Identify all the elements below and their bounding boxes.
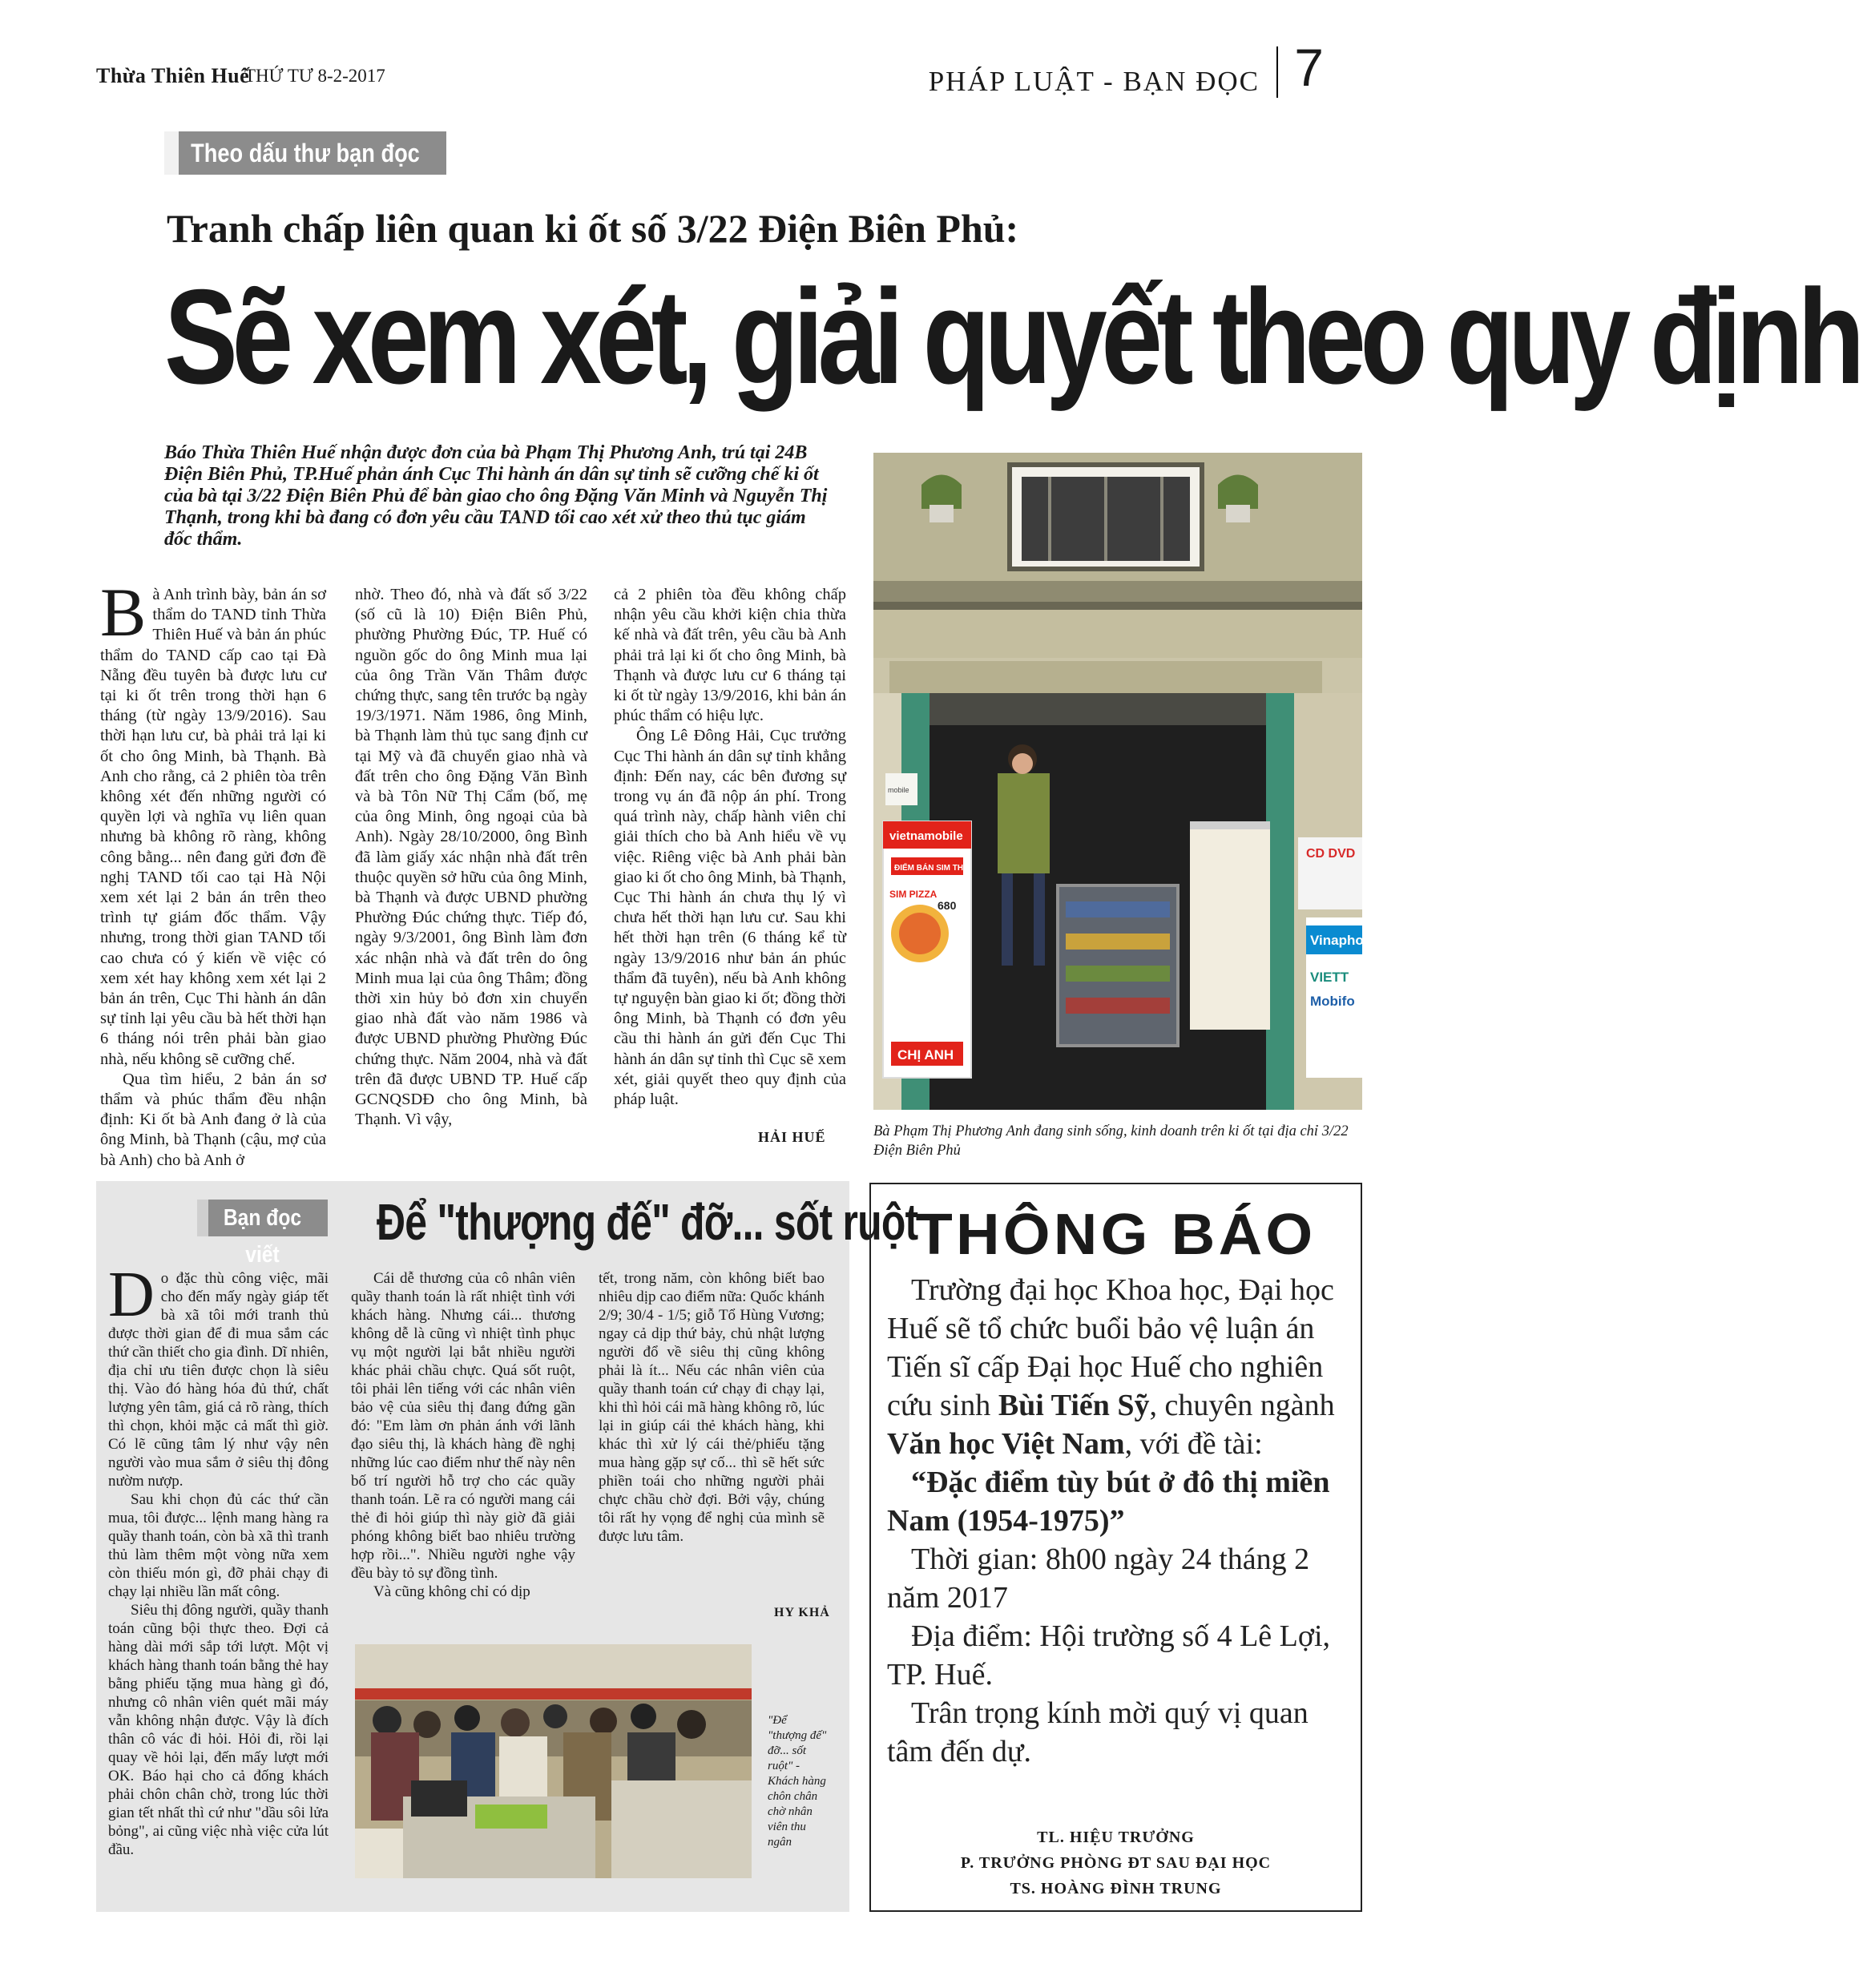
article-lead: Báo Thừa Thiên Huế nhận được đơn của bà Phạm Thị Phương Anh, trú tại 24B Điện Biên Phủ, TP.Huế phản ánh Cục Thi hành án dân sự tỉnh sẽ cưỡng chế ki ốt của bà tại 3/22 Điện Biên Phủ để bàn giao cho ông Đặng Văn Minh và Nguyễn Thị Thạnh, trong khi bà đang có đơn yêu cầu TAND tối cao xét xử theo thủ tục giám đốc thẩm. [164, 442, 828, 550]
reader-paragraph [108, 1260, 329, 1490]
reader-headline: Để "thượng đế" đỡ... sốt ruột [377, 1193, 918, 1251]
article-byline: HẢI HUẾ [758, 1129, 826, 1145]
article-paragraph: Ông Lê Đông Hải, Cục trưởng Cục Thi hành án dân sự tỉnh khẳng định: Đến nay, các bên đương sự trong vụ án đã nộp án phí. Trong quá trình này, chấp hành viên chỉ giải thích cho bà Anh hiểu về vụ việc. Riêng việc bà Anh phải bàn giao ki ốt cho ông Minh, bà Thạnh, Cục Thi hành án chưa thụ lý vì chưa hết thời hạn lưu cư. Sau khi hết thời hạn trên (6 tháng kể từ ngày 13/9/2016 như bản án phúc thẩm đã tuyên), nếu bà Anh không tự nguyện bàn giao ki ốt; đồng thời ông Minh, bà Thạnh có đơn yêu cầu thi hành án gửi đến Cục Thi hành án dân sự tỉnh thì Cục sẽ xem xét, giải quyết theo quy định của pháp luật. [614, 727, 846, 1109]
major-name: Văn học Việt Nam [887, 1427, 1125, 1461]
article-paragraph: cả 2 phiên tòa đều không chấp nhận yêu cầu khởi kiện chia thừa kế nhà và đất trên, yêu cầu bà Anh phải trả lại ki ốt cho ông Minh, bà Thạnh và được lưu cư 6 tháng tại ki ốt từ ngày 13/9/2016, khi bản án phúc thẩm có hiệu lực. [614, 586, 846, 725]
article-headline: Sẽ xem xét, giải quyết theo quy định [164, 261, 1859, 412]
reader-paragraph: tết, trong năm, còn không biết bao nhiêu dịp cao điểm nữa: Quốc khánh 2/9; 30/4 - 1/5; giỗ Tổ Hùng Vương; ngay cả dịp thứ bảy, chủ nhật lượng người đổ về siêu thị cũng không phải là ít... Nếu các nhân viên của quầy thanh toán cứ chạy đi chạy lại, khi thì hỏi cái mã hàng không rõ, lúc lại in giúp cái thẻ khách hàng, khi khác thì xử lý cái thẻ/phiếu tặng mua hàng gặp sự cố... thì sẽ hết sức phiền toái cho những người phải chực chầu chờ đợi. Bởi vậy, chúng tôi rất hy vọng để nghị của mình sẽ được lưu tâm. [599, 1270, 825, 1545]
article-subheadline: Tranh chấp liên quan ki ốt số 3/22 Điện Biên Phủ: [167, 206, 1019, 251]
masthead-divider [1276, 46, 1278, 98]
reader-letter-box [96, 1181, 918, 1912]
supermarket-photo-illustration [355, 1644, 752, 1878]
pizza-text: SIM PIZZA [889, 889, 938, 900]
kiosk-photo [873, 453, 1362, 1110]
newspaper-name: Thừa Thiên Huế [96, 64, 250, 87]
reader-column-2 [351, 1269, 575, 1601]
article-kicker-tag [164, 131, 446, 175]
article-text: à Anh trình bày, bản án sơ thẩm do TAND tỉnh Thừa Thiên Huế và bản án phúc thẩm do TAND cấp cao tại Đà Nẵng đều tuyên bà được lưu cư tại ki ốt trên trong thời hạn 6 tháng (từ ngày 13/9/2016). Sau thời hạn lưu cư, bà phải trả lại ki ốt cho ông Minh, bà Thạnh. Bà Anh cho rằng, cả 2 phiên tòa trên không xét đến những người có quyền lợi và nghĩa vụ liên quan nhưng bà không rõ ràng, không công bằng... nên đang gửi đơn đề nghị TAND tối cao tại Hà Nội xem xét lại 2 bản án trên theo trình tự giám đốc thẩm. Vậy nhưng, trong thời gian TAND tối cao chưa có ý kiến về việc có xem xét hay không xem xét lại 2 bản án trên, Cục Thi hành án dân sự tỉnh lại yêu cầu bà hết thời hạn 6 tháng nói trên phải bàn giao nhà, nếu không sẽ cưỡng chế. [100, 586, 326, 1068]
article-paragraph [100, 574, 326, 1070]
masthead [96, 38, 1362, 103]
price-text: 680 [938, 899, 957, 912]
notice-title: THÔNG BÁO [915, 1203, 1317, 1267]
vinaphone-sign: Vinapho [1310, 933, 1364, 948]
drop-cap: B [100, 574, 147, 651]
supermarket-photo [355, 1644, 752, 1878]
supermarket-photo-caption: "Để "thượng đế" đỡ... sốt ruột" - Khách hàng chôn chân chờ nhân viên thu ngân [768, 1714, 827, 1849]
defense-venue: Địa điểm: Hội trường số 4 Lê Lợi, TP. Huế. [887, 1619, 1331, 1692]
reader-paragraph: Và cũng không chỉ có dịp [373, 1583, 530, 1600]
issue-date: THỨ TƯ 8-2-2017 [244, 66, 385, 86]
cd-dvd-sign: CD DVD [1306, 847, 1356, 861]
viettel-sign: VIETT [1310, 970, 1349, 985]
article-column-3 [614, 585, 846, 1110]
candidate-name: Bùi Tiến Sỹ [998, 1389, 1150, 1422]
section-name: PHÁP LUẬT - BẠN ĐỌC [928, 66, 1260, 97]
vietnamobile-logo: vietnamobile [889, 829, 963, 843]
reader-byline: HY KHẢ [774, 1606, 830, 1619]
reader-paragraph: Siêu thị đông người, quầy thanh toán cũng bội thực theo. Đợi cả hàng dài mới sắp tới lượt. Một vị khách hàng thanh toán bằng thẻ hay bằng phiếu tặng mua hàng gì đó, nhưng cô nhân viên quét mãi máy vẫn không nhận được. Vậy là đích thân cô vác đi hỏi. Hỏi đi, rồi lại quay về hỏi lại, đến mấy lượt mới OK. Báo hại cho cả đống khách phải chôn chân chờ, trong lúc thời gian tết nhất thì cứ như "dầu sôi lửa bỏng", ai cũng việc nhà việc cửa lút đầu. [108, 1602, 329, 1858]
chi-anh-sign: CHỊ ANH [897, 1047, 954, 1063]
article-column-2 [355, 585, 587, 1130]
article-column-1 [100, 574, 326, 1171]
reader-text: o đặc thù công việc, mãi cho đến mấy ngày giáp tết bà xã tôi mới tranh thủ được thời gian để đi mua sắm các thứ cần thiết cho gia đình. Dĩ nhiên, địa chỉ ưu tiên được chọn là siêu thị. Vào đó hàng hóa đủ thứ, chất lượng yên tâm, giá cả rõ ràng, thích thì chọn, khỏi mặc cả mất thì giờ. Có lẽ cũng tâm lý như vậy nên người vào mua sắm ở siêu thị đông nườm nượp. [108, 1270, 329, 1490]
reader-tag-label: Bạn đọc viết [223, 1205, 302, 1268]
notice-body [887, 1271, 1344, 1771]
signature-line-1: TL. HIỆU TRƯỞNG [1037, 1829, 1195, 1846]
dissertation-topic: “Đặc điểm tùy bút ở đô thị miền Nam (1954-1975)” [887, 1466, 1330, 1538]
notice-text: Trường đại học Khoa học, Đại học Huế sẽ tổ chức buổi bảo vệ luận án Tiến sĩ cấp Đại học Huế cho nghiên cứu sinh [887, 1273, 1334, 1422]
invitation: Trân trọng kính mời quý vị quan tâm đến dự. [887, 1696, 1309, 1768]
notice-text: , với đề tài: [1124, 1427, 1263, 1461]
reader-column-3 [599, 1269, 825, 1546]
notice-box [869, 1183, 1362, 1912]
kicker-notch [164, 131, 179, 175]
signature-line-3: TS. HOÀNG ĐÌNH TRUNG [1010, 1880, 1222, 1897]
reader-paragraph: Sau khi chọn đủ các thứ cần mua, tôi được... lệnh mang hàng ra quầy thanh toán, còn bà xã thì tranh thủ làm thêm một vòng nữa xem còn thiếu món gì, đỡ phải chạy đi chạy lại nhiều lần mất công. [108, 1491, 329, 1600]
reader-tag [197, 1200, 328, 1268]
signature-line-2: P. TRƯỞNG PHÒNG ĐT SAU ĐẠI HỌC [960, 1854, 1272, 1872]
defense-time: Thời gian: 8h00 ngày 24 tháng 2 năm 2017 [887, 1542, 1310, 1615]
notice-text: , chuyên ngành [1149, 1389, 1335, 1422]
kiosk-photo-caption: Bà Phạm Thị Phương Anh đang sinh sống, kinh doanh trên ki ốt tại địa chỉ 3/22 Điện Biên Phủ [873, 1123, 1349, 1159]
kiosk-photo-illustration [873, 453, 1362, 1110]
drop-cap: D [108, 1260, 155, 1330]
reader-paragraph: Cái dễ thương của cô nhân viên quầy thanh toán là rất nhiệt tình với khách hàng. Nhưng cái... thương không dễ là cũng vì nhiệt tình phục vụ một người lại bắt nhiều người khác phải chầu chực. Quá sốt ruột, tôi phải lên tiếng với các nhân viên bảo vệ của siêu thị đang đứng gần đó: "Em làm ơn phản ánh với lãnh đạo siêu thị, là khách hàng đề nghị những lúc cao điểm như thế này nên bố trí người hỗ trợ cho các quầy thanh toán. Lẽ ra có người mang cái thẻ đi hỏi giúp thì này giờ đã giải phóng không biết bao nhiêu trường hợp rồi...". Nhiều người nghe vậy đều bày tỏ sự đồng tình. [351, 1270, 575, 1582]
article-paragraph: Qua tìm hiểu, 2 bản án sơ thẩm và phúc thẩm đều nhận định: Ki ốt bà Anh đang ở là của ông Minh, bà Thạnh (cậu, mợ của bà Anh) cho bà Anh ở [100, 1070, 326, 1169]
reader-column-1 [108, 1260, 329, 1859]
mobifone-sign: Mobifo [1310, 994, 1355, 1009]
notice-paragraph [887, 1271, 1344, 1463]
sim-sign: ĐIỂM BÁN SIM THẺ [894, 864, 969, 873]
article-paragraph: nhờ. Theo đó, nhà và đất số 3/22 (số cũ là 10) Điện Biên Phủ, phường Phường Đúc, TP. Huế có nguồn gốc do ông Minh mua lại của ông Trần Văn Thâm được chứng thực, sang tên trước bạ ngày 19/3/1971. Năm 1986, ông Minh, bà Thạnh làm thủ tục sang định cư tại Mỹ và đã chuyển giao nhà và đất trên cho ông Đặng Văn Bình và bà Tôn Nữ Thị Cẩm (bố, mẹ của ông Minh, ông ngoại của bà Anh). Ngày 28/10/2000, ông Bình đã làm giấy xác nhận nhà đất trên thuộc quyền sở hữu của ông Minh, bà Thạnh và được UBND phường Phường Đúc chứng thực. Tiếp đó, ngày 9/3/2001, ông Bình làm đơn xác nhận nhà và đất trên do ông Minh mua lại của ông Thâm; đồng thời xin hủy bỏ đơn xin chuyển giao nhà đất vào năm 1986 và được UBND phường Phường Đúc chứng thực. Năm 2004, nhà và đất trên đã được UBND TP. Huế cấp GCNQSDĐ cho ông Minh, bà Thạnh. Vì vậy, [355, 586, 587, 1129]
page-number: 7 [1294, 38, 1324, 97]
article-kicker: Theo dấu thư bạn đọc [191, 139, 420, 167]
mobile-sign: mobile [888, 786, 909, 794]
